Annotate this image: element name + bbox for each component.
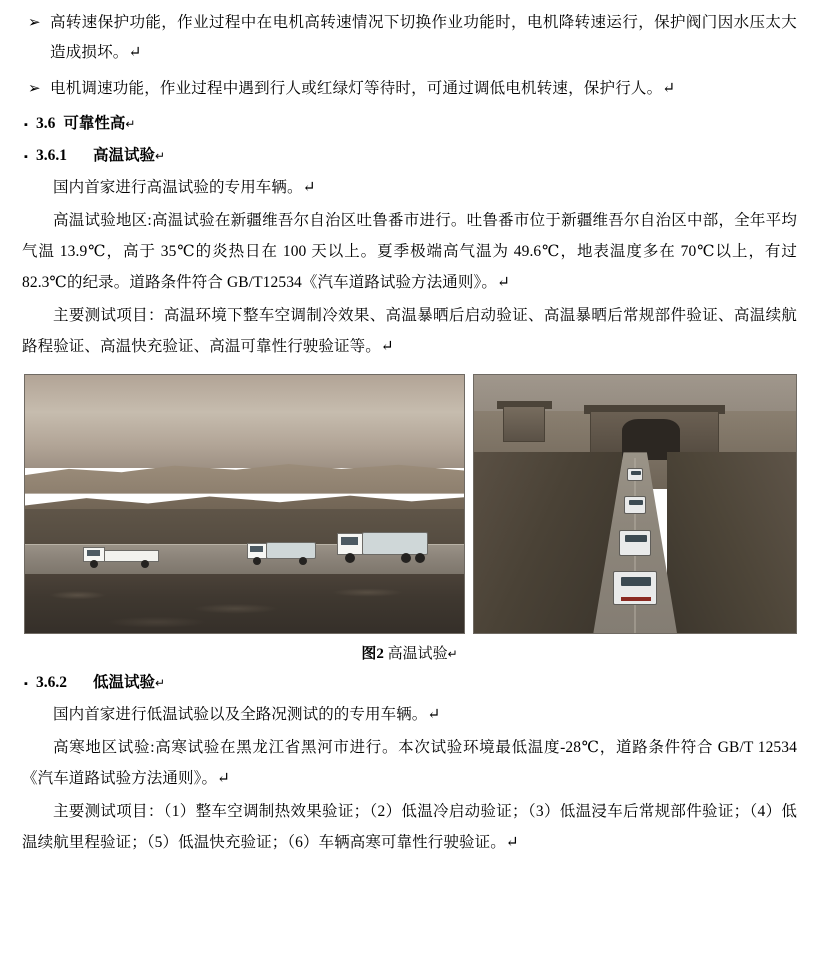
heading-title: 低温试验 — [93, 674, 156, 691]
list-item — [22, 74, 797, 104]
convoy-vehicle-1 — [627, 468, 643, 481]
arrow-bullet-icon: ➢ — [28, 81, 41, 97]
paragraph-mark: ↵ — [125, 117, 136, 131]
convoy-vehicle-4 — [613, 571, 657, 605]
list-item-text: 高转速保护功能，作业过程中在电机高转速情况下切换作业功能时，电机降转速运行，保护阀门因水压太大造成损坏。↵ — [50, 14, 797, 61]
convoy-vehicle-2 — [624, 496, 646, 514]
heading-number: 3.6 — [36, 115, 56, 132]
gate-road-convoy-photo — [473, 374, 797, 634]
paragraph-low-temp-3: 主要测试项目：（1）整车空调制热效果验证；（2）低温冷启动验证；（3）低温浸车后常规部件验证；（4）低温续航里程验证；（5）低温快充验证；（6）车辆高寒可靠性行驶验证。↵ — [22, 803, 797, 851]
vehicle-1 — [83, 543, 161, 571]
paragraph-high-temp-3: 主要测试项目：高温环境下整车空调制冷效果、高温暴晒后启动验证、高温暴晒后常规部件验证、高温续航路程验证、高温快充验证、高温可靠性行驶验证等。↵ — [22, 307, 797, 355]
heading-title: 可靠性高 — [63, 115, 126, 132]
paragraph-high-temp-2: 高温试验地区:高温试验在新疆维吾尔自治区吐鲁番市进行。吐鲁番市位于新疆维吾尔自治区中部，全年平均气温 13.9℃，高于 35℃的炎热日在 100 天以上。夏季极端高气温为 49.6℃，地表温度多在 70℃以上，有过 82.3℃的纪录。道路条件符合 GB/T12534《汽车道路试验方法通则》。↵ — [22, 212, 797, 291]
heading-3-6 — [22, 111, 797, 136]
paragraph-low-temp-2: 高寒地区试验:高寒试验在黑龙江省黑河市进行。本次试验环境最低温度-28℃，道路条件符合 GB/T 12534《汽车道路试验方法通则》。↵ — [22, 739, 797, 787]
paragraph-mark: ↵ — [447, 647, 458, 661]
figure-label: 图2 — [361, 646, 384, 662]
figure-title: 高温试验 — [387, 646, 448, 662]
paragraph-high-temp-1: 国内首家进行高温试验的专用车辆。↵ — [53, 179, 316, 196]
paragraph-mark: ↵ — [155, 149, 166, 163]
vehicle-3 — [337, 527, 433, 569]
heading-number: 3.6.1 — [36, 147, 67, 164]
arrow-bullet-icon: ➢ — [28, 15, 41, 31]
heading-number: 3.6.2 — [36, 674, 67, 691]
vehicle-2 — [247, 537, 319, 569]
heading-title: 高温试验 — [93, 147, 156, 164]
list-item-text: 电机调速功能，作业过程中遇到行人或红绿灯等待时，可通过调低电机转速，保护行人。↵ — [50, 80, 676, 97]
square-bullet-icon: ▪ — [24, 151, 28, 163]
figure-caption — [22, 642, 797, 663]
paragraph-low-temp-1: 国内首家进行低温试验以及全路况测试的的专用车辆。↵ — [53, 706, 441, 723]
desert-road-trucks-photo — [24, 374, 465, 634]
heading-3-6-1 — [22, 143, 797, 168]
paragraph-mark: ↵ — [155, 676, 166, 690]
convoy-vehicle-3 — [619, 530, 651, 556]
square-bullet-icon: ▪ — [24, 678, 28, 690]
list-item — [22, 8, 797, 68]
heading-3-6-2 — [22, 670, 797, 695]
square-bullet-icon: ▪ — [24, 119, 28, 131]
figure-images-row — [22, 374, 797, 634]
